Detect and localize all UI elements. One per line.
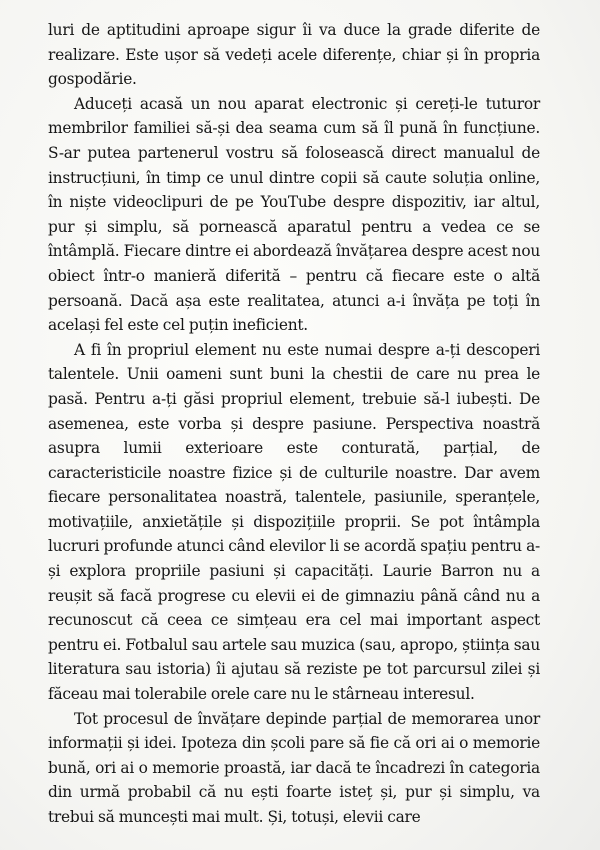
paragraph-electronic-device: Aduceți acasă un nou aparat electronic și cereți-le tuturor membrilor familiei să-și dea seama cum să îl pună în funcțiune. S-ar putea partenerul vostru să folosească direct manualul de instrucțiuni, în timp ce unul dintre copii să caute soluția online, în niște videoclipuri de pe YouTube despre dispozitiv, iar altul, pur și simplu, să pornească aparatul pentru a vedea ce se întâmplă. Fiecare dintre ei abordează învățarea despre acest nou obiect într-o manieră diferită – pentru că fiecare este o altă persoană. Dacă așa este realitatea, atunci a-i învăța pe toți în același fel este cel puțin ineficient. [48, 94, 540, 335]
paragraph-element-passion: A fi în propriul element nu este numai despre a-ți descoperi talentele. Unii oameni sunt buni la chestii de care nu prea le pasă. Pentru a-ți găsi propriul element, trebuie să-l iubești. De asemenea, este vorba și despre pasiune. Perspectiva noastră asupra lumii exterioare este conturată, parțial, de caracteristicile noastre fizice și de culturile noastre. Dar avem fiecare personalitatea noastră, talentele, pasiunile, speranțele, motivațiile, anxietățile și dispozițiile proprii. Se pot întâmpla lucruri profunde atunci când elevilor li se acordă spațiu pentru a-și explora propriile pasiuni și capacități. Laurie Barron nu a reușit să facă progrese cu elevii ei de gimnaziu până când nu a recunoscut că ceea ce simțeau era cel mai important aspect pentru ei. Fotbalul sau artele sau muzica (sau, apropo, știința sau literatura sau istoria) îi ajutau să reziste pe tot parcursul zilei și făceau mai tolerabile orele care nu le stârneau interesul. [48, 340, 540, 704]
body-text [48, 18, 540, 830]
paragraph-continuation: luri de aptitudini aproape sigur îi va duce la grade diferite de realizare. Este ușor să vedeți acele diferențe, chiar și în propria gospodărie. [48, 21, 540, 89]
paragraph-memory: Tot procesul de învățare depinde parțial de memorarea unor informații și idei. Ipoteza din școli pare să fie că ori ai o memorie bună, ori ai o memorie proastă, iar dacă te încadrezi în categoria din urmă probabil că nu ești foarte isteț și, pur și simplu, va trebui să muncești mai mult. Și, totuși, elevii care [48, 709, 540, 826]
